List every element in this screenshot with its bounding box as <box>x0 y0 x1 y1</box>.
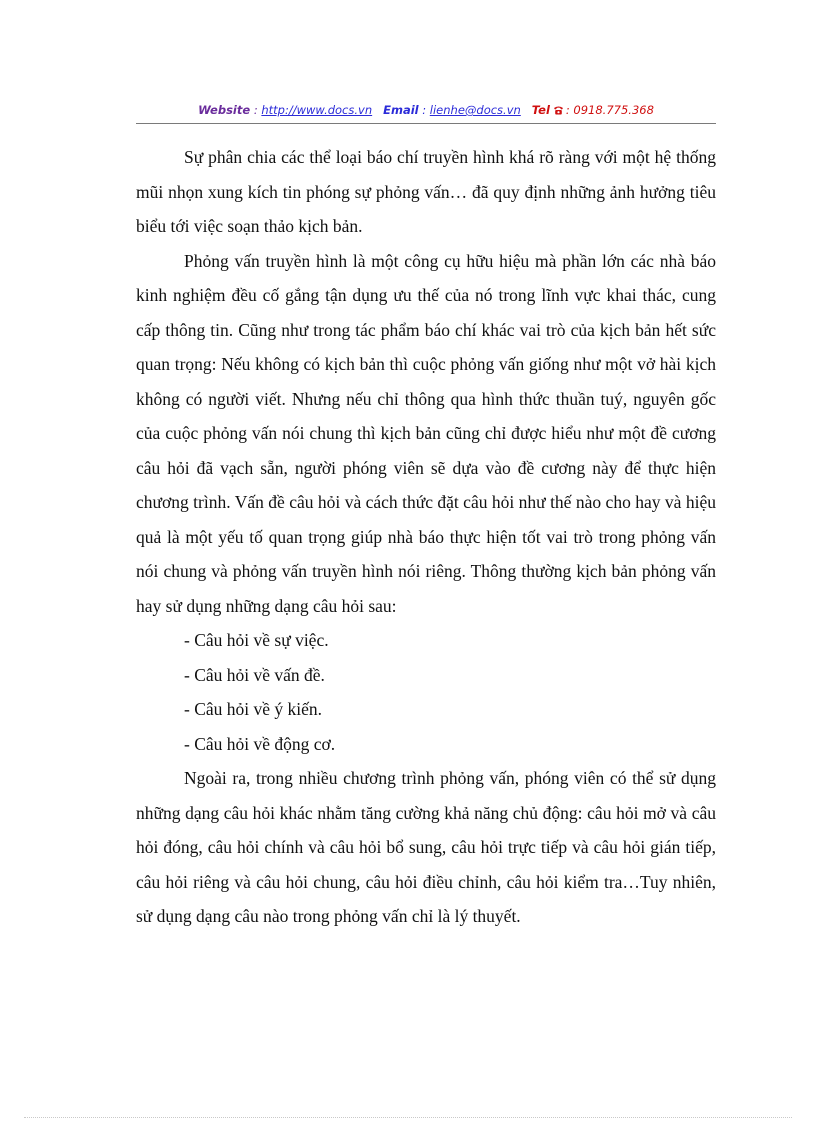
page-bottom-divider <box>24 1117 792 1118</box>
paragraph-closing: Ngoài ra, trong nhiều chương trình phỏng vấn, phóng viên có thể sử dụng những dạng câu hỏi khác nhằm tăng cường khả năng chủ động: câu hỏi mở và câu hỏi đóng, câu hỏi chính và câu hỏi bổ sung, câu hỏi trực tiếp và câu hỏi gián tiếp, câu hỏi riêng và câu hỏi chung, câu hỏi điều chỉnh, câu hỏi kiểm tra…Tuy nhiên, sử dụng dạng câu nào trong phỏng vấn chỉ là lý thuyết. <box>136 768 716 926</box>
phone-icon <box>553 102 564 112</box>
website-link[interactable]: http://www.docs.vn <box>261 103 373 117</box>
phone-number: : 0918.775.368 <box>565 103 654 117</box>
list-item: - Câu hỏi về sự việc. <box>184 630 329 650</box>
tel-label: Tel <box>531 103 550 117</box>
paragraph-1: Sự phân chia các thể loại báo chí truyền hình khá rõ ràng với một hệ thống mũi nhọn xung kích tin phóng sự phỏng vấn… đã quy định những ảnh hưởng tiêu biểu tới việc soạn thảo kịch bản. <box>136 147 716 236</box>
email-separator: : <box>418 103 430 117</box>
list-item: - Câu hỏi về động cơ. <box>184 733 336 754</box>
email-link[interactable]: lienhe@docs.vn <box>429 103 521 117</box>
page-header <box>136 101 716 124</box>
list-item: - Câu hỏi về ý kiến. <box>184 699 323 719</box>
paragraph-2: Phỏng vấn truyền hình là một công cụ hữu hiệu mà phần lớn các nhà báo kinh nghiệm đều cố gắng tận dụng ưu thế của nó trong lĩnh vực khai thác, cung cấp thông tin. Cũng như trong tác phẩm báo chí khác vai trò của kịch bản hết sức quan trọng: Nếu không có kịch bản thì cuộc phỏng vấn giống như một vở hài kịch không có người viết. Nhưng nếu chỉ thông qua hình thức thuần tuý, nguyên gốc của cuộc phỏng vấn nói chung thì kịch bản cũng chỉ được hiểu như một đề cương câu hỏi đã vạch sẵn, người phóng viên sẽ dựa vào đề cương này để thực hiện chương trình. Vấn đề câu hỏi và cách thức đặt câu hỏi như thế nào cho hay và hiệu quả là một yếu tố quan trọng giúp nhà báo thực hiện tốt vai trò trong phỏng vấn nói chung và phỏng vấn truyền hình nói riêng. Thông thường kịch bản phỏng vấn hay sử dụng những dạng câu hỏi sau: <box>136 250 716 616</box>
list-item: - Câu hỏi về vấn đề. <box>184 664 325 685</box>
document-body <box>136 140 716 934</box>
website-label: Website <box>198 103 251 117</box>
email-label: Email <box>383 103 419 117</box>
website-separator: : <box>250 103 262 117</box>
